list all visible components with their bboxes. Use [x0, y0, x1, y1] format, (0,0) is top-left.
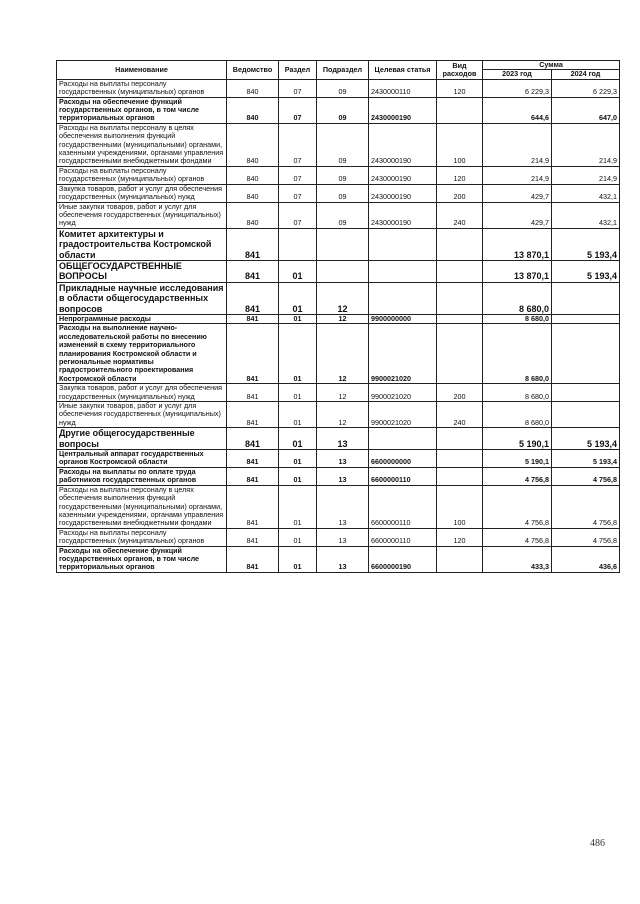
row-name: Расходы на выполнение научно-исследовательской работы по внесению изменений в схему территориального планирования Костромской области и региональные нормативы градостроительного проектирования Костромской области: [57, 324, 227, 384]
row-subsection: 13: [317, 467, 369, 485]
row-target: 6600000110: [369, 485, 437, 528]
row-exp: 200: [437, 384, 483, 402]
table-row: [57, 546, 620, 572]
row-exp: [437, 97, 483, 123]
row-amount-2023: 5 190,1: [483, 428, 552, 450]
row-subsection: 12: [317, 402, 369, 428]
row-name: Расходы на выплаты персоналу государственных (муниципальных) органов: [57, 79, 227, 97]
row-amount-2024: 214,9: [552, 123, 620, 166]
row-subsection: 13: [317, 528, 369, 546]
row-amount-2024: 4 756,8: [552, 485, 620, 528]
row-amount-2024: 647,0: [552, 97, 620, 123]
row-section: 01: [279, 485, 317, 528]
row-section: 01: [279, 282, 317, 314]
table-row: [57, 428, 620, 450]
row-target: 2430000190: [369, 166, 437, 184]
table-row: [57, 79, 620, 97]
row-target: 6600000110: [369, 528, 437, 546]
row-name: Расходы на выплаты персоналу государственных (муниципальных) органов: [57, 528, 227, 546]
row-subsection: 09: [317, 166, 369, 184]
row-amount-2024: 4 756,8: [552, 528, 620, 546]
row-exp: 240: [437, 402, 483, 428]
row-subsection: 13: [317, 450, 369, 468]
row-amount-2023: 214,9: [483, 123, 552, 166]
table-body: [57, 79, 620, 572]
row-exp: [437, 314, 483, 323]
row-exp: [437, 324, 483, 384]
row-exp: 240: [437, 202, 483, 228]
row-amount-2024: 4 756,8: [552, 467, 620, 485]
row-name: ОБЩЕГОСУДАРСТВЕННЫЕ ВОПРОСЫ: [57, 260, 227, 282]
row-section: 01: [279, 324, 317, 384]
row-exp: 120: [437, 528, 483, 546]
row-subsection: 09: [317, 97, 369, 123]
row-section: 07: [279, 184, 317, 202]
row-amount-2024: [552, 314, 620, 323]
row-amount-2023: 4 756,8: [483, 528, 552, 546]
row-dept: 840: [227, 123, 279, 166]
row-name: Расходы на обеспечение функций государственных органов, в том числе территориальных органов: [57, 97, 227, 123]
header-section: Раздел: [279, 61, 317, 80]
row-amount-2023: 6 229,3: [483, 79, 552, 97]
row-exp: [437, 450, 483, 468]
header-exp: Вид расходов: [437, 61, 483, 80]
table-row: [57, 97, 620, 123]
row-subsection: [317, 228, 369, 260]
row-section: 01: [279, 528, 317, 546]
row-dept: 841: [227, 314, 279, 323]
row-target: 6600000190: [369, 546, 437, 572]
row-amount-2024: [552, 324, 620, 384]
row-target: [369, 228, 437, 260]
row-exp: [437, 467, 483, 485]
row-exp: 200: [437, 184, 483, 202]
header-y2024: 2024 год: [552, 70, 620, 79]
row-subsection: 09: [317, 184, 369, 202]
row-section: 01: [279, 450, 317, 468]
row-dept: 840: [227, 184, 279, 202]
row-dept: 841: [227, 450, 279, 468]
row-target: 2430000110: [369, 79, 437, 97]
page-number: 486: [590, 838, 605, 849]
row-dept: 841: [227, 467, 279, 485]
row-subsection: 12: [317, 324, 369, 384]
row-amount-2024: 432,1: [552, 202, 620, 228]
row-section: [279, 228, 317, 260]
row-amount-2023: 8 680,0: [483, 282, 552, 314]
row-dept: 840: [227, 97, 279, 123]
table-row: [57, 324, 620, 384]
row-amount-2023: 8 680,0: [483, 402, 552, 428]
header-dept: Ведомство: [227, 61, 279, 80]
row-subsection: 09: [317, 79, 369, 97]
table-row: [57, 384, 620, 402]
document-page: [56, 60, 619, 573]
row-name: Расходы на выплаты по оплате труда работников государственных органов: [57, 467, 227, 485]
row-amount-2023: 433,3: [483, 546, 552, 572]
header-subsection: Подраздел: [317, 61, 369, 80]
row-section: 01: [279, 384, 317, 402]
row-dept: 841: [227, 428, 279, 450]
row-dept: 841: [227, 324, 279, 384]
row-target: 2430000190: [369, 123, 437, 166]
header-target: Целевая статья: [369, 61, 437, 80]
row-target: 9900021020: [369, 324, 437, 384]
row-section: 01: [279, 428, 317, 450]
row-section: 07: [279, 97, 317, 123]
row-target: 9900000000: [369, 314, 437, 323]
row-amount-2024: [552, 384, 620, 402]
row-target: 6600000110: [369, 467, 437, 485]
budget-table: [56, 60, 620, 573]
table-row: [57, 184, 620, 202]
table-row: [57, 260, 620, 282]
row-exp: 120: [437, 166, 483, 184]
row-exp: 100: [437, 123, 483, 166]
row-subsection: 12: [317, 314, 369, 323]
table-row: [57, 450, 620, 468]
table-row: [57, 282, 620, 314]
row-amount-2024: 5 193,4: [552, 260, 620, 282]
row-name: Прикладные научные исследования в области общегосударственных вопросов: [57, 282, 227, 314]
row-subsection: 09: [317, 123, 369, 166]
header-y2023: 2023 год: [483, 70, 552, 79]
row-dept: 841: [227, 485, 279, 528]
row-dept: 840: [227, 202, 279, 228]
row-target: [369, 260, 437, 282]
row-amount-2023: 4 756,8: [483, 467, 552, 485]
row-exp: [437, 228, 483, 260]
row-amount-2024: 5 193,4: [552, 228, 620, 260]
row-name: Непрограммные расходы: [57, 314, 227, 323]
row-amount-2024: [552, 402, 620, 428]
row-exp: [437, 428, 483, 450]
row-subsection: 13: [317, 546, 369, 572]
table-row: [57, 166, 620, 184]
row-amount-2023: 429,7: [483, 184, 552, 202]
row-dept: 841: [227, 384, 279, 402]
row-exp: 120: [437, 79, 483, 97]
row-exp: 100: [437, 485, 483, 528]
row-exp: [437, 546, 483, 572]
row-subsection: 09: [317, 202, 369, 228]
table-row: [57, 467, 620, 485]
row-target: [369, 428, 437, 450]
row-target: 6600000000: [369, 450, 437, 468]
row-amount-2023: 8 680,0: [483, 384, 552, 402]
row-amount-2023: 8 680,0: [483, 314, 552, 323]
row-subsection: 12: [317, 384, 369, 402]
table-row: [57, 123, 620, 166]
table-row: [57, 314, 620, 323]
row-name: Иные закупки товаров, работ и услуг для обеспечения государственных (муниципальных) нужд: [57, 202, 227, 228]
row-exp: [437, 260, 483, 282]
row-subsection: 12: [317, 282, 369, 314]
row-amount-2023: 429,7: [483, 202, 552, 228]
header-name: Наименование: [57, 61, 227, 80]
row-target: 9900021020: [369, 384, 437, 402]
row-section: 07: [279, 166, 317, 184]
row-amount-2024: 5 193,4: [552, 428, 620, 450]
row-dept: 840: [227, 166, 279, 184]
row-dept: 841: [227, 528, 279, 546]
row-name: Комитет архитектуры и градостроительства Костромской области: [57, 228, 227, 260]
row-name: Закупка товаров, работ и услуг для обеспечения государственных (муниципальных) нужд: [57, 184, 227, 202]
row-amount-2023: 13 870,1: [483, 228, 552, 260]
row-dept: 841: [227, 260, 279, 282]
row-name: Расходы на выплаты персоналу в целях обеспечения выполнения функций государственными (муниципальными) органами, казенными учреждениями, органами управления государственными внебюджетными фондами: [57, 123, 227, 166]
row-amount-2024: 6 229,3: [552, 79, 620, 97]
row-target: 9900021020: [369, 402, 437, 428]
row-name: Центральный аппарат государственных органов Костромской области: [57, 450, 227, 468]
row-section: 01: [279, 260, 317, 282]
row-name: Расходы на выплаты персоналу государственных (муниципальных) органов: [57, 166, 227, 184]
table-row: [57, 228, 620, 260]
row-amount-2024: 214,9: [552, 166, 620, 184]
table-row: [57, 202, 620, 228]
row-amount-2023: 5 190,1: [483, 450, 552, 468]
header-sum: Сумма: [483, 61, 620, 70]
row-subsection: 13: [317, 428, 369, 450]
row-target: 2430000190: [369, 202, 437, 228]
table-row: [57, 528, 620, 546]
row-target: 2430000190: [369, 184, 437, 202]
table-header: [57, 61, 620, 80]
row-target: 2430000190: [369, 97, 437, 123]
table-row: [57, 485, 620, 528]
row-dept: 840: [227, 79, 279, 97]
row-section: 01: [279, 402, 317, 428]
row-target: [369, 282, 437, 314]
row-name: Другие общегосударственные вопросы: [57, 428, 227, 450]
row-amount-2023: 214,9: [483, 166, 552, 184]
row-exp: [437, 282, 483, 314]
row-section: 01: [279, 546, 317, 572]
row-dept: 841: [227, 228, 279, 260]
row-dept: 841: [227, 282, 279, 314]
row-amount-2024: [552, 282, 620, 314]
row-amount-2023: 13 870,1: [483, 260, 552, 282]
row-name: Расходы на выплаты персоналу в целях обеспечения выполнения функций государственными (муниципальными) органами, казенными учреждениями, органами управления государственными внебюджетными фондами: [57, 485, 227, 528]
row-dept: 841: [227, 402, 279, 428]
row-section: 07: [279, 123, 317, 166]
row-dept: 841: [227, 546, 279, 572]
row-section: 01: [279, 467, 317, 485]
row-amount-2024: 5 193,4: [552, 450, 620, 468]
row-subsection: [317, 260, 369, 282]
row-section: 01: [279, 314, 317, 323]
row-amount-2024: 432,1: [552, 184, 620, 202]
row-amount-2023: 644,6: [483, 97, 552, 123]
row-subsection: 13: [317, 485, 369, 528]
row-amount-2023: 8 680,0: [483, 324, 552, 384]
row-section: 07: [279, 202, 317, 228]
row-name: Расходы на обеспечение функций государственных органов, в том числе территориальных органов: [57, 546, 227, 572]
row-section: 07: [279, 79, 317, 97]
row-name: Закупка товаров, работ и услуг для обеспечения государственных (муниципальных) нужд: [57, 384, 227, 402]
row-amount-2024: 436,6: [552, 546, 620, 572]
table-row: [57, 402, 620, 428]
row-amount-2023: 4 756,8: [483, 485, 552, 528]
row-name: Иные закупки товаров, работ и услуг для обеспечения государственных (муниципальных) нужд: [57, 402, 227, 428]
